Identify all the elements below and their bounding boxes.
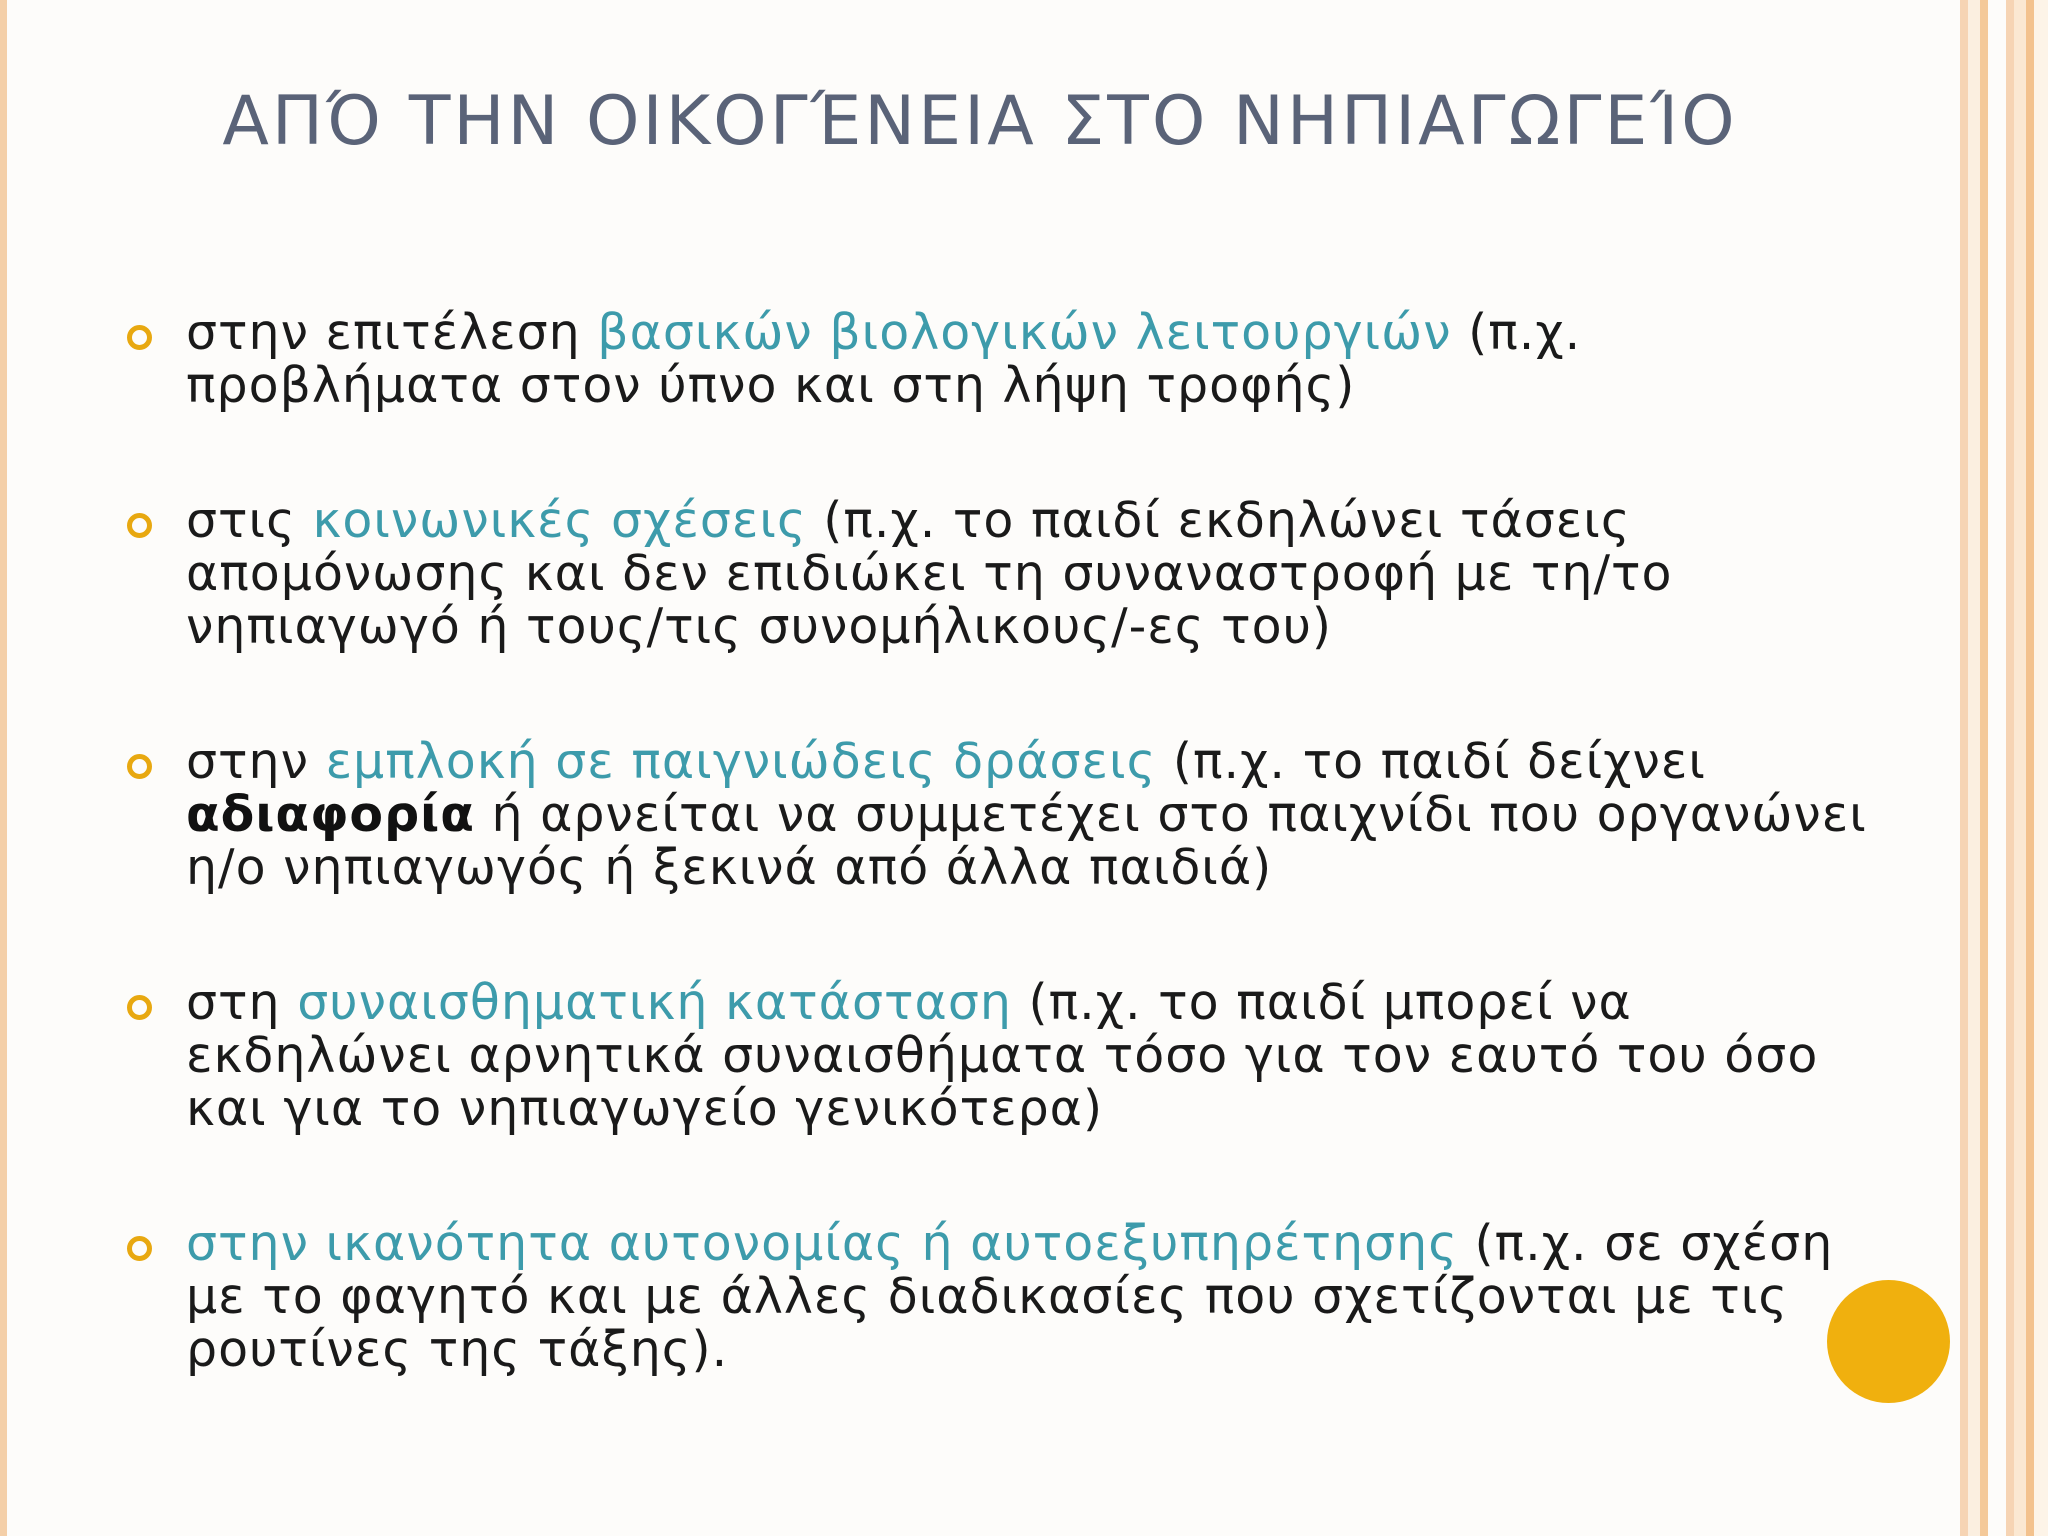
left-border-decoration [0, 0, 7, 1536]
stripe-decoration [1988, 0, 2006, 1536]
stripe-decoration [2034, 0, 2048, 1536]
bullet-ring-icon [127, 995, 152, 1020]
bullet-list [186, 306, 1906, 1376]
bullet-highlight: στην ικανότητα αυτονομίας ή αυτοεξυπηρέτησης [186, 1215, 1458, 1272]
bullet-highlight: κοινωνικές σχέσεις [312, 492, 807, 549]
bullet-text-post: (π.χ. σε σχέση με το φαγητό και με άλλες διαδικασίες που σχετίζονται με τις ρουτίνες της τάξης). [186, 1215, 1834, 1378]
bullet-text-post: (π.χ. το παιδί μπορεί να εκδηλώνει αρνητικά συναισθήματα τόσο για τον εαυτό του όσο και για το νηπιαγωγείο γενικότερα) [186, 974, 1819, 1137]
bullet-highlight: συναισθηματική κατάσταση [297, 974, 1012, 1031]
bullet-ring-icon [127, 325, 152, 350]
bullet-text-mid: (π.χ. το παιδί δείχνει [1156, 733, 1706, 790]
stripe-decoration [2006, 0, 2014, 1536]
bullet-item-biological [186, 306, 1906, 412]
stripe-decoration [2026, 0, 2034, 1536]
slide-title: ΑΠΌ ΤΗΝ ΟΙΚΟΓΈΝΕΙΑ ΣΤΟ ΝΗΠΙΑΓΩΓΕΊΟ [222, 82, 1738, 161]
bullet-text-post: ή αρνείται να συμμετέχει στο παιχνίδι που οργανώνει η/ο νηπιαγωγός ή ξεκινά από άλλα παιδιά) [186, 786, 1867, 896]
bullet-text-post: (π.χ. το παιδί εκδηλώνει τάσεις απομόνωσης και δεν επιδιώκει τη συναναστροφή με τη/το νηπιαγωγό ή τους/τις συνομήλικους/-ες του) [186, 492, 1673, 655]
bullet-item-emotional [186, 976, 1906, 1135]
stripe-decoration [1980, 0, 1988, 1536]
stripe-decoration [1960, 0, 1968, 1536]
decorative-circle [1827, 1280, 1950, 1403]
stripe-decoration [1968, 0, 1980, 1536]
bullet-item-social [186, 494, 1906, 653]
bullet-highlight: εμπλοκή σε παιγνιώδεις δράσεις [325, 733, 1157, 790]
bullet-ring-icon [127, 754, 152, 779]
bullet-text-post: (π.χ. προβλήματα στον ύπνο και στη λήψη τροφής) [186, 304, 1582, 414]
bullet-ring-icon [127, 1236, 152, 1261]
bullet-highlight: βασικών βιολογικών λειτουργιών [597, 304, 1452, 361]
bullet-text-pre: στην επιτέλεση [186, 304, 598, 361]
bullet-bold-word: αδιαφορία [186, 786, 475, 843]
bullet-item-play [186, 735, 1906, 894]
bullet-text-pre: στη [186, 974, 298, 1031]
bullet-text-pre: στις [186, 492, 313, 549]
bullet-item-autonomy [186, 1217, 1906, 1376]
bullet-ring-icon [127, 513, 152, 538]
bullet-text-pre: στην [186, 733, 326, 790]
stripe-decoration [2014, 0, 2026, 1536]
